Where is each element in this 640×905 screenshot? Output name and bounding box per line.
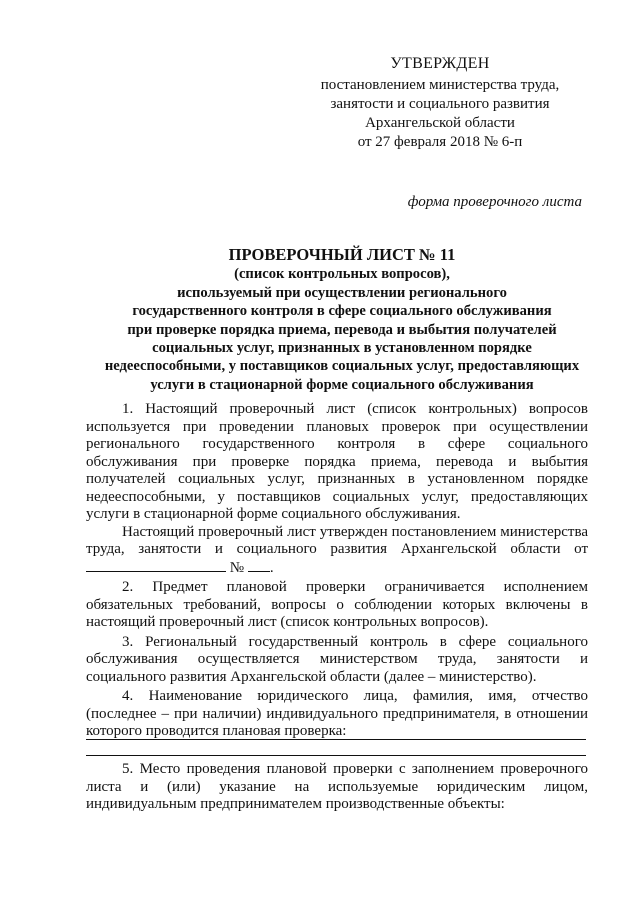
paragraph-1: 1. Настоящий проверочный лист (список контрольных) вопросов используется при проведении плановых проверок при осуществлении регионального государственного контроля в сфере социального обслуживания при проверке порядка приема, перевода и выбытия получателей социальных услуг, признанных в установленном порядке недееспособными, у поставщиков социальных услуг, предоставляющих услуги в стационарной форме социального обслуживания.: [86, 401, 588, 522]
paragraph-5: 5. Место проведения плановой проверки с заполнением проверочного листа и (или) указание на используемые юридическим лицом, индивидуальным предпринимателем производственные объекты:: [86, 761, 588, 812]
approval-line: занятости и социального развития: [330, 96, 550, 112]
fill-in-line: [86, 739, 586, 740]
title-line: услуги в стационарной форме социального обслуживания: [150, 376, 534, 393]
form-note: форма проверочного листа: [407, 194, 582, 210]
title-line: при проверке порядка приема, перевода и выбытия получателей: [127, 321, 557, 338]
paragraph-4: 4. Наименование юридического лица, фамилия, имя, отчество (последнее – при наличии) индивидуального предпринимателя, в отношении которого проводится плановая проверка:: [86, 688, 588, 739]
document-title: [86, 246, 598, 394]
date-blank: [86, 559, 226, 572]
title-line: социальных услуг, признанных в установленном порядке: [152, 340, 532, 357]
fill-in-line: [86, 755, 586, 756]
number-blank: [248, 559, 270, 572]
paragraph-1b-text: Настоящий проверочный лист утвержден постановлением министерства труда, занятости и социального развития Архангельской области от: [86, 523, 588, 557]
approval-stamp: [290, 54, 590, 152]
approval-line: Архангельской области: [365, 115, 515, 131]
title-line: (список контрольных вопросов),: [234, 266, 450, 283]
document-body-continued: [86, 761, 588, 814]
approval-heading: УТВЕРЖДЕН: [390, 55, 490, 72]
approval-date: от 27 февраля 2018 № 6-п: [357, 134, 523, 150]
title-main: ПРОВЕРОЧНЫЙ ЛИСТ № 11: [228, 245, 456, 264]
number-sign: №: [229, 559, 245, 576]
paragraph-2: 2. Предмет плановой проверки ограничивается исполнением обязательных требований, вопросы о соблюдении которых включены в настоящий проверочный лист (список контрольных вопросов).: [86, 579, 588, 630]
period: .: [269, 559, 274, 576]
approval-line: постановлением министерства труда,: [320, 77, 560, 93]
document-body: [86, 401, 588, 741]
title-line: недееспособными, у поставщиков социальных услуг, предоставляющих: [104, 358, 580, 375]
paragraph-1b: [86, 524, 588, 578]
paragraph-3: 3. Региональный государственный контроль в сфере социального обслуживания осуществляется министерством труда, занятости и социального развития Архангельской области (далее – министерство).: [86, 633, 588, 685]
title-line: используемый при осуществлении регионального: [177, 284, 507, 301]
title-line: государственного контроля в сфере социального обслуживания: [132, 303, 552, 320]
